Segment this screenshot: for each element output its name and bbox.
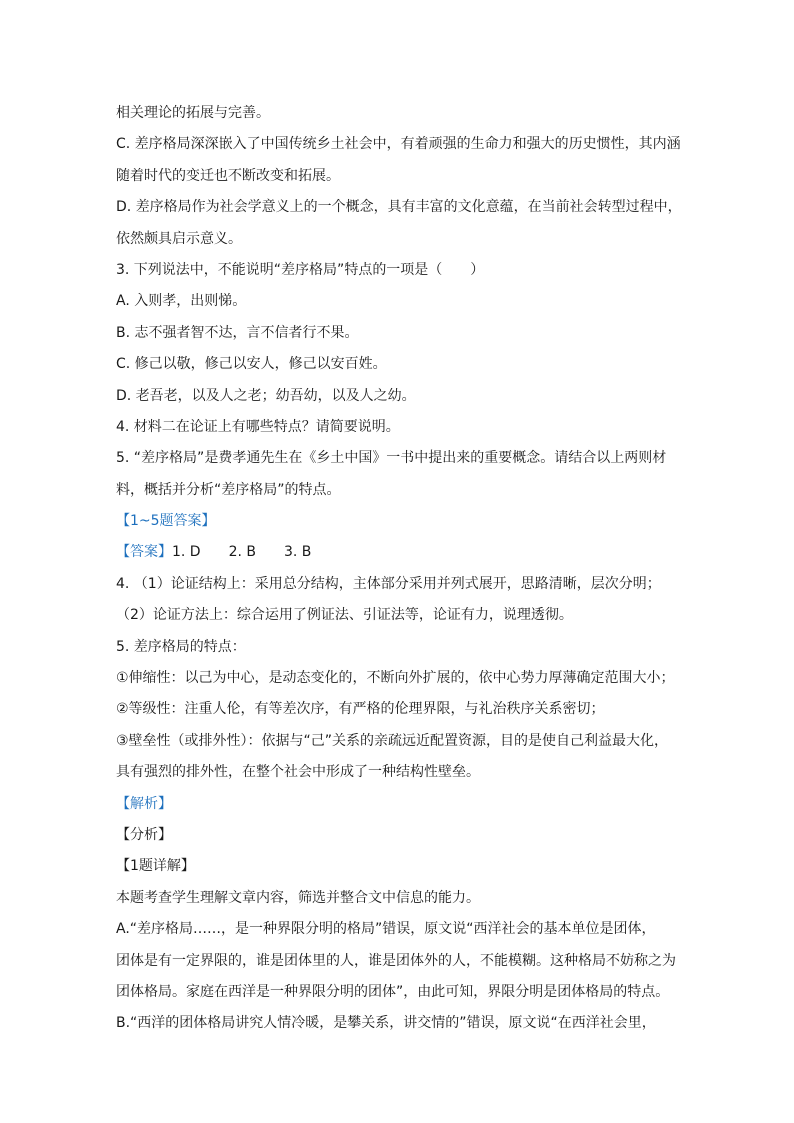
text-line: 本题考查学生理解文章内容，筛选并整合文中信息的能力。 — [116, 889, 480, 906]
text-line: 3. 下列说法中，不能说明“差序格局”特点的一项是（ ） — [116, 261, 485, 278]
text-line: 【1题详解】 — [116, 858, 195, 875]
text-line: C. 修己以敬，修己以安人，修己以安百姓。 — [116, 356, 387, 373]
text-line: 团体是有一定界限的，谁是团体里的人，谁是团体外的人，不能模糊。这种格局不妨称之为 — [116, 952, 676, 969]
text-line: ②等级性：注重人伦，有等差次序，有严格的伦理界限，与礼治秩序关系密切； — [116, 701, 605, 718]
section-heading: 【解析】 — [116, 795, 172, 812]
text-line: 4. 材料二在论证上有哪些特点？请简要说明。 — [116, 418, 400, 435]
text-line: 团体格局。家庭在西洋是一种界限分明的团体”，由此可知，界限分明是团体格局的特点。 — [116, 983, 670, 1000]
text-line: A.“差序格局……，是一种界限分明的格局”错误，原文说“西洋社会的基本单位是团体， — [116, 921, 656, 938]
answer-label: 【答案】 — [116, 544, 172, 561]
text-line: 5. 差序格局的特点： — [116, 638, 246, 655]
text-line: 【分析】 — [116, 826, 172, 843]
text-line: 5. “差序格局”是费孝通先生在《乡土中国》一书中提出来的重要概念。请结合以上两则材 — [116, 450, 667, 467]
document-body — [116, 98, 682, 1040]
text-line: A. 入则孝，出则悌。 — [116, 293, 247, 310]
section-heading: 【1~5题答案】 — [116, 513, 216, 530]
text-line: （2）论证方法上：综合运用了例证法、引证法等，论证有力，说理透彻。 — [116, 607, 573, 624]
text-line: C. 差序格局深深嵌入了中国传统乡土社会中，有着顽强的生命力和强大的历史惯性，其内涵 — [116, 136, 681, 153]
text-line: ①伸缩性：以己为中心，是动态变化的，不断向外扩展的，依中心势力厚薄确定范围大小； — [116, 670, 675, 687]
text-line: 相关理论的拓展与完善。 — [116, 105, 270, 121]
text-line: D. 老吾老，以及人之老；幼吾幼，以及人之幼。 — [116, 387, 416, 404]
text-line: 料，概括并分析“差序格局”的特点。 — [116, 481, 341, 498]
text-line: 随着时代的变迁也不断改变和拓展。 — [116, 167, 340, 184]
text-line: B. 志不强者智不达，言不信者行不果。 — [116, 324, 359, 341]
text-line: 具有强烈的排外性，在整个社会中形成了一种结构性壁垒。 — [116, 764, 480, 781]
text-line: 依然颇具启示意义。 — [116, 230, 242, 247]
text-line: ③壁垒性（或排外性）：依据与“己”关系的亲疏远近配置资源，目的是使自己利益最大化， — [116, 732, 669, 749]
text-line: B.“西洋的团体格局讲究人情冷暖，是攀关系，讲交情的”错误，原文说“在西洋社会里， — [116, 1015, 656, 1032]
text-line: 4. （1）论证结构上：采用总分结构，主体部分采用并列式展开，思路清晰，层次分明； — [116, 575, 661, 592]
answer-values: 1. D 2. B 3. B — [172, 544, 312, 561]
text-line: D. 差序格局作为社会学意义上的一个概念，具有丰富的文化意蕴，在当前社会转型过程中， — [116, 199, 682, 216]
text-line — [116, 537, 676, 568]
